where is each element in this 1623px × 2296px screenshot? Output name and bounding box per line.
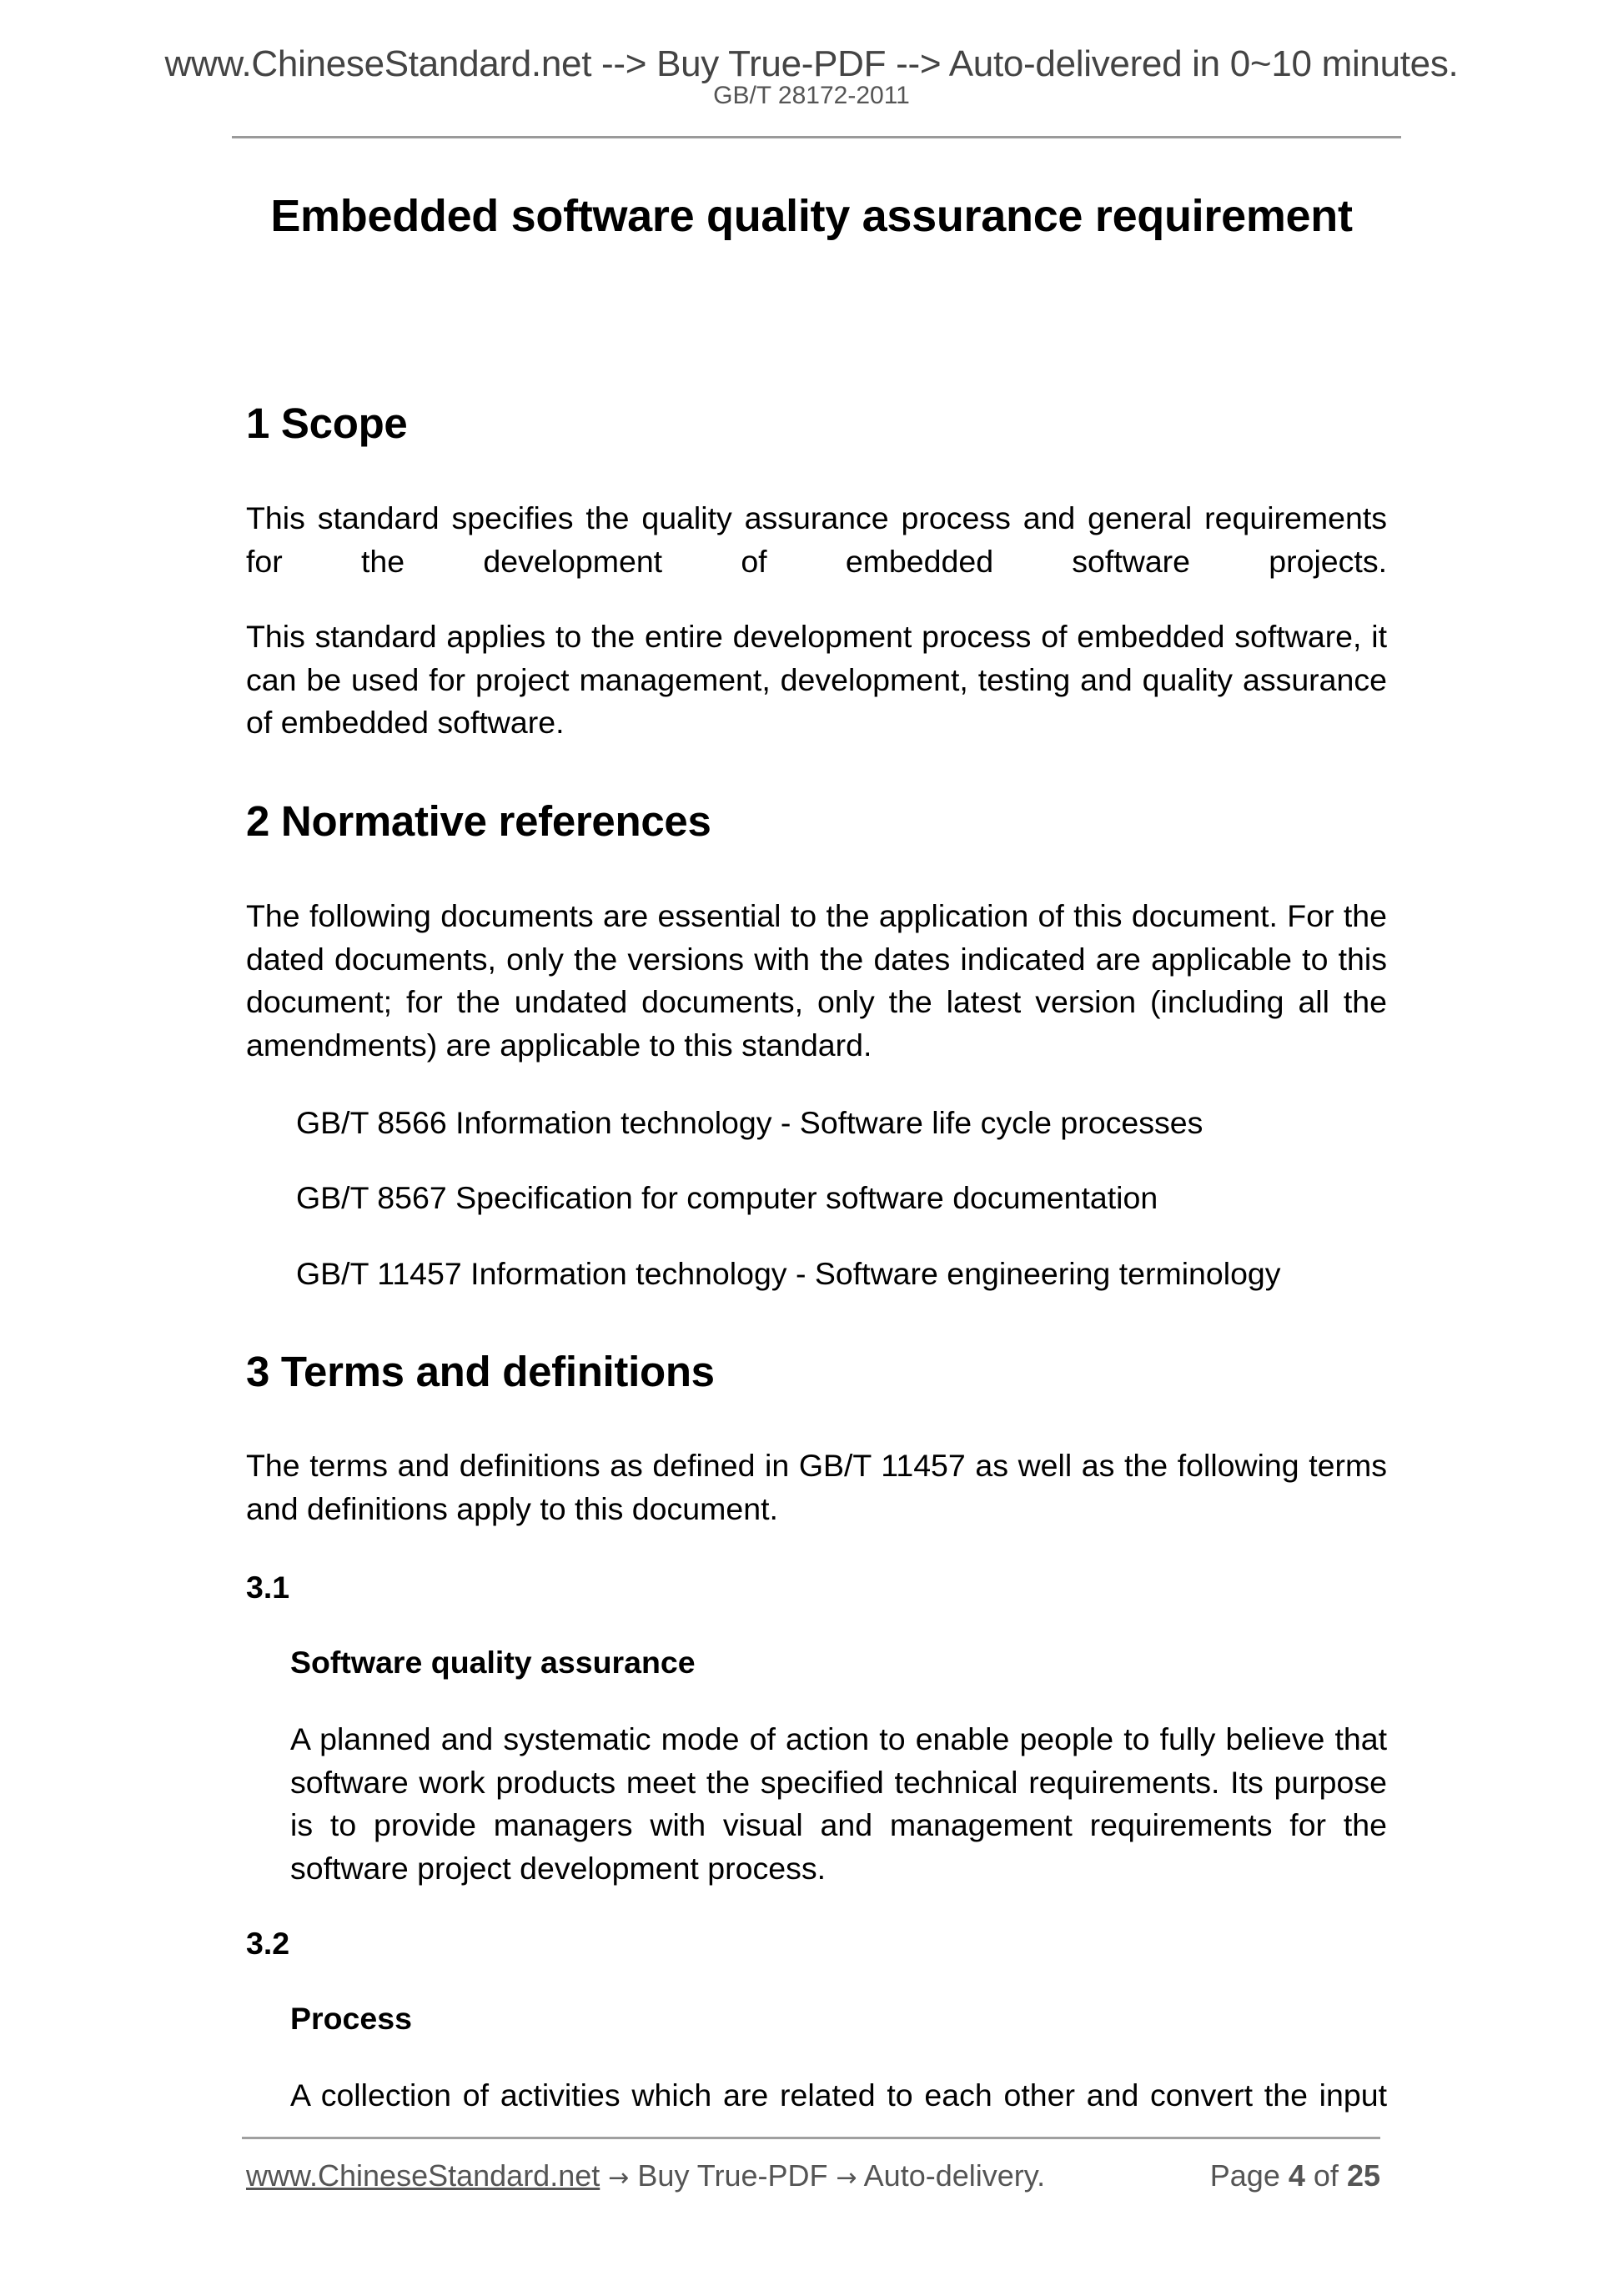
section-heading-normative-references: 2 Normative references [246, 797, 711, 845]
footer-buy-text: Buy True-PDF [637, 2158, 828, 2193]
arrow-right-icon: → [608, 2163, 630, 2193]
footer-site-link[interactable]: www.ChineseStandard.net [246, 2158, 600, 2193]
standard-code: GB/T 28172-2011 [713, 82, 910, 109]
reference-item: GB/T 8567 Specification for computer software documentation [296, 1180, 1158, 1215]
clause-number: 3.2 [246, 1926, 290, 1961]
terms-intro-paragraph: The terms and definitions as defined in GB/T 11457 as well as the following terms and definitions apply to this document. [246, 1448, 1387, 1526]
term-heading: Software quality assurance [290, 1645, 696, 1680]
page-of-label: of [1313, 2158, 1339, 2193]
footer-promo [246, 2158, 1045, 2193]
normative-references-paragraph: The following documents are essential to the application of this document. For the dated documents, only the versions with the dates indicated are applicable to this document; for the undated documents, only the latest version (including all the amendments) are applicable to this standard. [246, 898, 1387, 1063]
term-definition: A collection of activities which are related to each other and convert the input [290, 2077, 1387, 2113]
reference-item: GB/T 8566 Information technology - Software life cycle processes [296, 1105, 1203, 1140]
term-definition: A planned and systematic mode of action to enable people to fully believe that software work products meet the specified technical requirements. Its purpose is to provide managers with visual and management requirements for the software project development process. [290, 1721, 1387, 1886]
scope-paragraph-1: This standard specifies the quality assurance process and general requirements for the development of embedded software projects. [246, 500, 1387, 579]
clause-number: 3.1 [246, 1570, 290, 1605]
header-divider [232, 136, 1401, 138]
reference-item: GB/T 11457 Information technology - Software engineering terminology [296, 1256, 1281, 1291]
footer-divider [242, 2137, 1380, 2139]
term-heading: Process [290, 2001, 412, 2036]
section-heading-scope: 1 Scope [246, 399, 408, 447]
scope-paragraph-2: This standard applies to the entire development process of embedded software, it can be used for project management, development, testing and quality assurance of embedded software. [246, 619, 1387, 740]
section-heading-terms-and-definitions: 3 Terms and definitions [246, 1348, 715, 1395]
document-title: Embedded software quality assurance requirement [270, 191, 1353, 241]
page-current: 4 [1288, 2158, 1305, 2193]
page-total: 25 [1346, 2158, 1380, 2193]
page-indicator [1210, 2158, 1380, 2193]
header-banner: www.ChineseStandard.net --> Buy True-PDF --> Auto-delivered in 0~10 minutes. [164, 43, 1459, 84]
page-label: Page [1209, 2158, 1280, 2193]
arrow-right-icon: → [836, 2163, 857, 2193]
footer-delivery-text: Auto-delivery. [863, 2158, 1046, 2193]
